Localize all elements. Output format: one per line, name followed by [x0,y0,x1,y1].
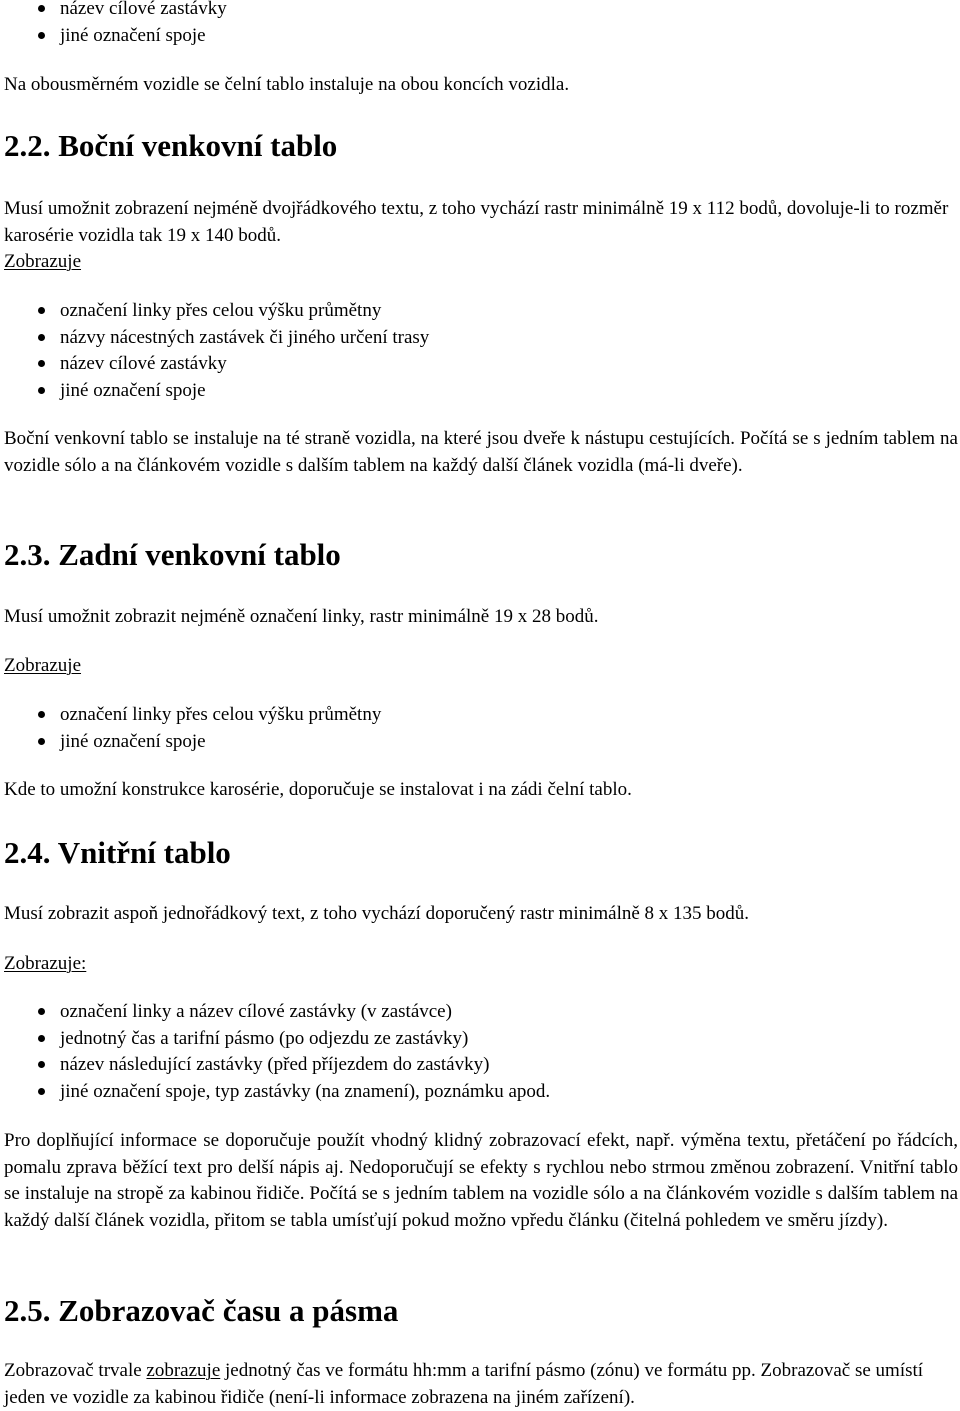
paragraph-front-tablo: Na obousměrném vozidle se čelní tablo instaluje na obou koncích vozidla. [4,74,570,95]
list-item: označení linky a název cílové zastávky (v zastávce) [38,999,956,1026]
bullet-icon [38,32,45,39]
bullet-icon [38,307,45,314]
paragraph-2-3: Musí umožnit zobrazit nejméně označení linky, rastr minimálně 19 x 28 bodů. [4,606,599,627]
bullet-icon [38,387,45,394]
zobrazuje-link[interactable]: Zobrazuje [4,251,82,272]
heading-title: Boční venkovní tablo [58,128,338,163]
zobrazuje-link[interactable]: Zobrazuje [4,655,82,676]
list-item: název cílové zastávky [38,0,956,23]
zobrazuje-label-2-2 [4,249,958,276]
bullet-icon [38,1008,45,1015]
heading-number: 2.2. [4,128,51,163]
list-item: název následující zastávky (před příjezdem do zastávky) [38,1052,956,1079]
zobrazuje-link[interactable]: Zobrazuje: [4,953,87,974]
heading-number: 2.4. [4,835,51,870]
paragraph-2-4: Musí zobrazit aspoň jednořádkový text, z toho vychází doporučený rastr minimálně 8 x 135 bodů. [4,903,750,924]
zobrazuje-link[interactable]: zobrazuje [146,1360,221,1381]
heading-title: Zobrazovač času a pásma [58,1293,399,1328]
top-bullet-list [38,0,956,49]
heading-title: Zadní venkovní tablo [58,537,341,572]
list-item: označení linky přes celou výšku průmětny [38,702,956,729]
list-item: název cílové zastávky [38,351,956,378]
bullet-icon [38,334,45,341]
bullet-icon [38,1088,45,1095]
list-item: označení linky přes celou výšku průmětny [38,298,956,325]
paragraph-2-2-closing: Boční venkovní tablo se instaluje na té straně vozidla, na které jsou dveře k nástupu cestujících. Počítá se s jedním tablem na vozidle sólo a na článkovém vozidle s dalším tablem na každý další článek vozidla (má-li dveře). [4,428,958,476]
bullet-icon [38,5,45,12]
list-item: jiné označení spoje [38,729,956,756]
list-2-4 [38,999,956,1105]
heading-title: Vnitřní tablo [57,835,231,870]
paragraph-2-3-closing: Kde to umožní konstrukce karosérie, doporučuje se instalovat i na zádi čelní tablo. [4,779,632,800]
paragraph-2-5: Zobrazovač trvale zobrazuje jednotný čas ve formátu hh:mm a tarifní pásmo (zónu) ve formátu pp. Zobrazovač se umístí jeden ve vozidle za kabinou řidiče (není-li informace zobrazena na jiném zařízení). [4,1360,924,1408]
paragraph-2-2: Musí umožnit zobrazení nejméně dvojřádkového textu, z toho vychází rastr minimálně 19 x 112 bodů, dovoluje-li to rozměr karosérie vozidla tak 19 x 140 bodů. [4,198,949,246]
zobrazuje-label-2-3 [4,653,958,680]
bullet-icon [38,1061,45,1068]
list-2-3 [38,702,956,755]
heading-2-4 [4,835,958,871]
list-item: jednotný čas a tarifní pásmo (po odjezdu ze zastávky) [38,1026,956,1053]
bullet-icon [38,1035,45,1042]
list-item: jiné označení spoje [38,23,956,50]
list-item: názvy nácestných zastávek či jiného určení trasy [38,325,956,352]
zobrazuje-label-2-4 [4,951,958,978]
list-item: jiné označení spoje [38,378,956,405]
heading-2-3 [4,537,958,573]
list-2-2 [38,298,956,404]
bullet-icon [38,738,45,745]
list-item: jiné označení spoje, typ zastávky (na znamení), poznámku apod. [38,1079,956,1106]
paragraph-2-4-closing: Pro doplňující informace se doporučuje použít vhodný klidný zobrazovací efekt, např. výměna textu, přetáčení po řádcích, pomalu zprava běžící text pro delší nápis aj. Nedoporučují se efekty s rychlou nebo strmou změnou zobrazení. Vnitřní tablo se instaluje na stropě za kabinou řidiče. Počítá se s jedním tablem na vozidle sólo a na článkovém vozidle s dalším tablem na každý další článek vozidla, přitom se tabla umísťují pokud možno vpředu článku (čitelná pohledem ve směru jízdy). [4,1130,958,1231]
bullet-icon [38,711,45,718]
heading-2-2 [4,128,958,164]
bullet-icon [38,360,45,367]
heading-number: 2.5. [4,1293,51,1328]
heading-2-5 [4,1293,958,1329]
heading-number: 2.3. [4,537,51,572]
